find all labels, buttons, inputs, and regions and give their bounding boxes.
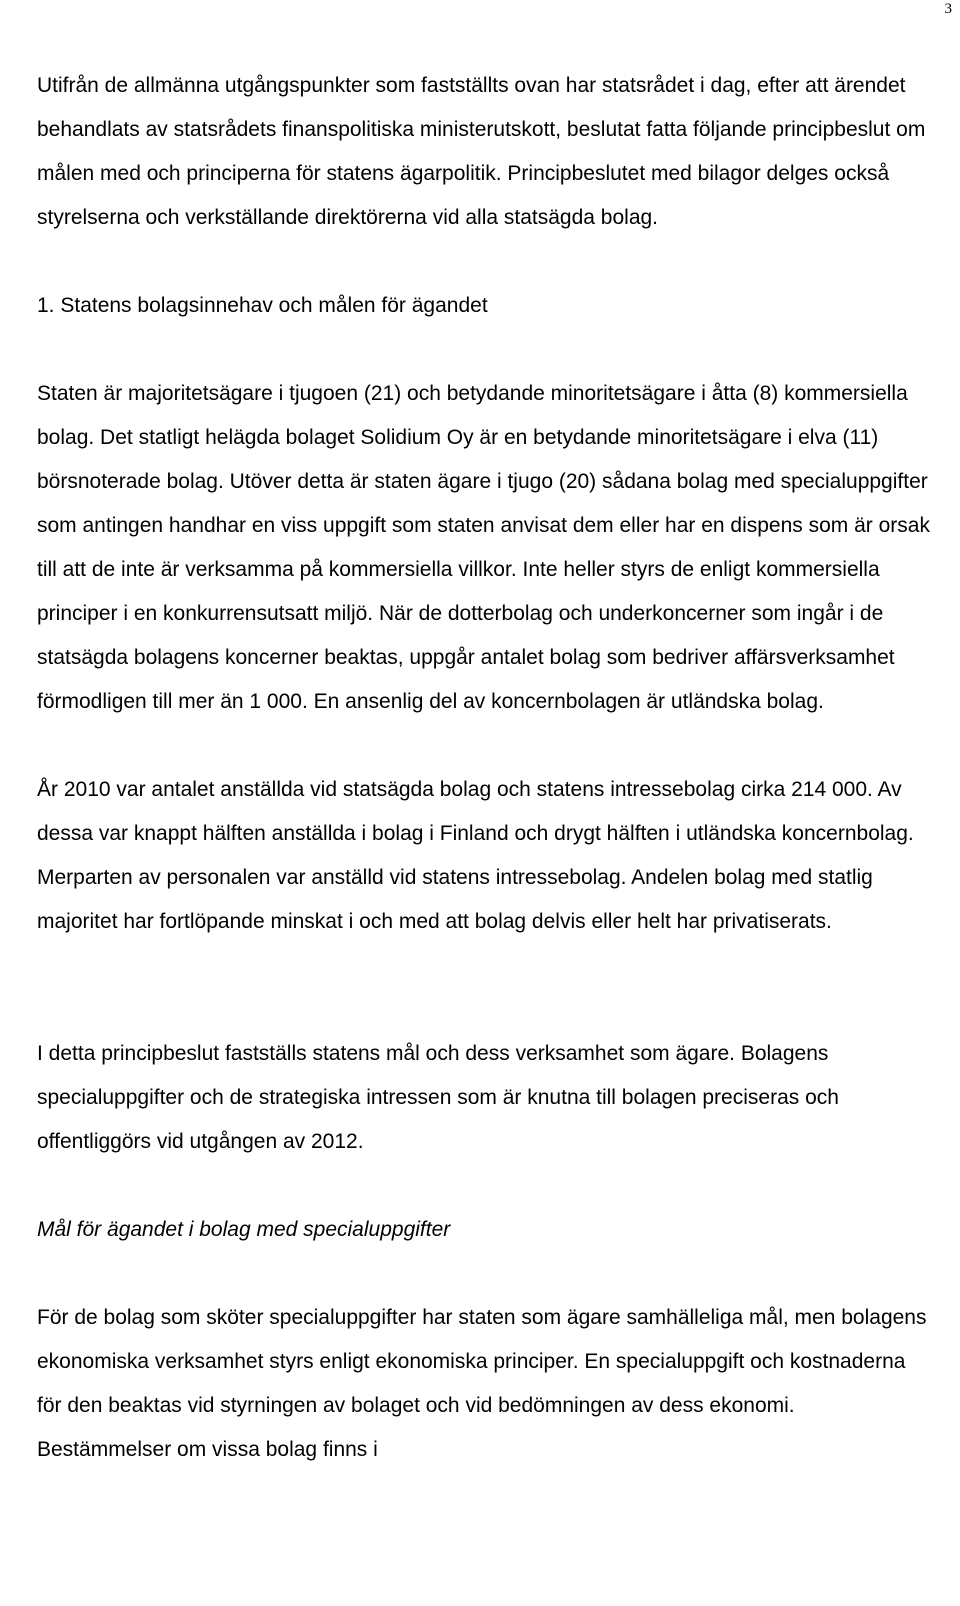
page-number: 3 (944, 1, 952, 17)
section-1-paragraph-1: Staten är majoritetsägare i tjugoen (21) och betydande minoritetsägare i åtta (8) kommersiella bolag. Det statligt helägda bolaget Solidium Oy är en betydande minoritetsägare i elva (11) börsnoterade bolag. Utöver detta är staten ägare i tjugo (20) sådana bolag med specialuppgifter som antingen handhar en viss uppgift som staten anvisat dem eller har en dispens som är orsak till att de inte är verksamma på kommersiella villkor. Inte heller styrs de enligt kommersiella principer i en konkurrensutsatt miljö. När de dotterbolag och underkoncerner som ingår i de statsägda bolagens koncerner beaktas, uppgår antalet bolag som bedriver affärsverksamhet förmodligen till mer än 1 000. En ansenlig del av koncernbolagen är utländska bolag. (37, 382, 930, 713)
spacer (37, 724, 932, 768)
document-body (37, 64, 932, 1472)
spacer (37, 944, 932, 1032)
section-1-paragraph-3: I detta principbeslut fastställs statens mål och dess verksamhet som ägare. Bolagens specialuppgifter och de strategiska intressen som är knutna till bolagen preciseras och offentliggörs vid utgången av 2012. (37, 1042, 839, 1153)
section-1-heading: 1. Statens bolagsinnehav och målen för ägandet (37, 294, 488, 317)
spacer (37, 1252, 932, 1296)
section-1-paragraph-2: År 2010 var antalet anställda vid statsägda bolag och statens intressebolag cirka 214 000. Av dessa var knappt hälften anställda i bolag i Finland och drygt hälften i utländska koncernbolag. Merparten av personalen var anställd vid statens intressebolag. Andelen bolag med statlig majoritet har fortlöpande minskat i och med att bolag delvis eller helt har privatiserats. (37, 778, 914, 933)
spacer (37, 240, 932, 284)
subsection-heading: Mål för ägandet i bolag med specialuppgifter (37, 1218, 451, 1241)
spacer (37, 1164, 932, 1208)
spacer (37, 328, 932, 372)
intro-paragraph: Utifrån de allmänna utgångspunkter som fastställts ovan har statsrådet i dag, efter att ärendet behandlats av statsrådets finanspolitiska ministerutskott, beslutat fatta följande principbeslut om målen med och principerna för statens ägarpolitik. Principbeslutet med bilagor delges också styrelserna och verkställande direktörerna vid alla statsägda bolag. (37, 74, 926, 229)
subsection-paragraph-1: För de bolag som sköter specialuppgifter har staten som ägare samhälleliga mål, men bolagens ekonomiska verksamhet styrs enligt ekonomiska principer. En specialuppgift och kostnaderna för den beaktas vid styrningen av bolaget och vid bedömningen av dess ekonomi. Bestämmelser om vissa bolag finns i (37, 1306, 927, 1461)
